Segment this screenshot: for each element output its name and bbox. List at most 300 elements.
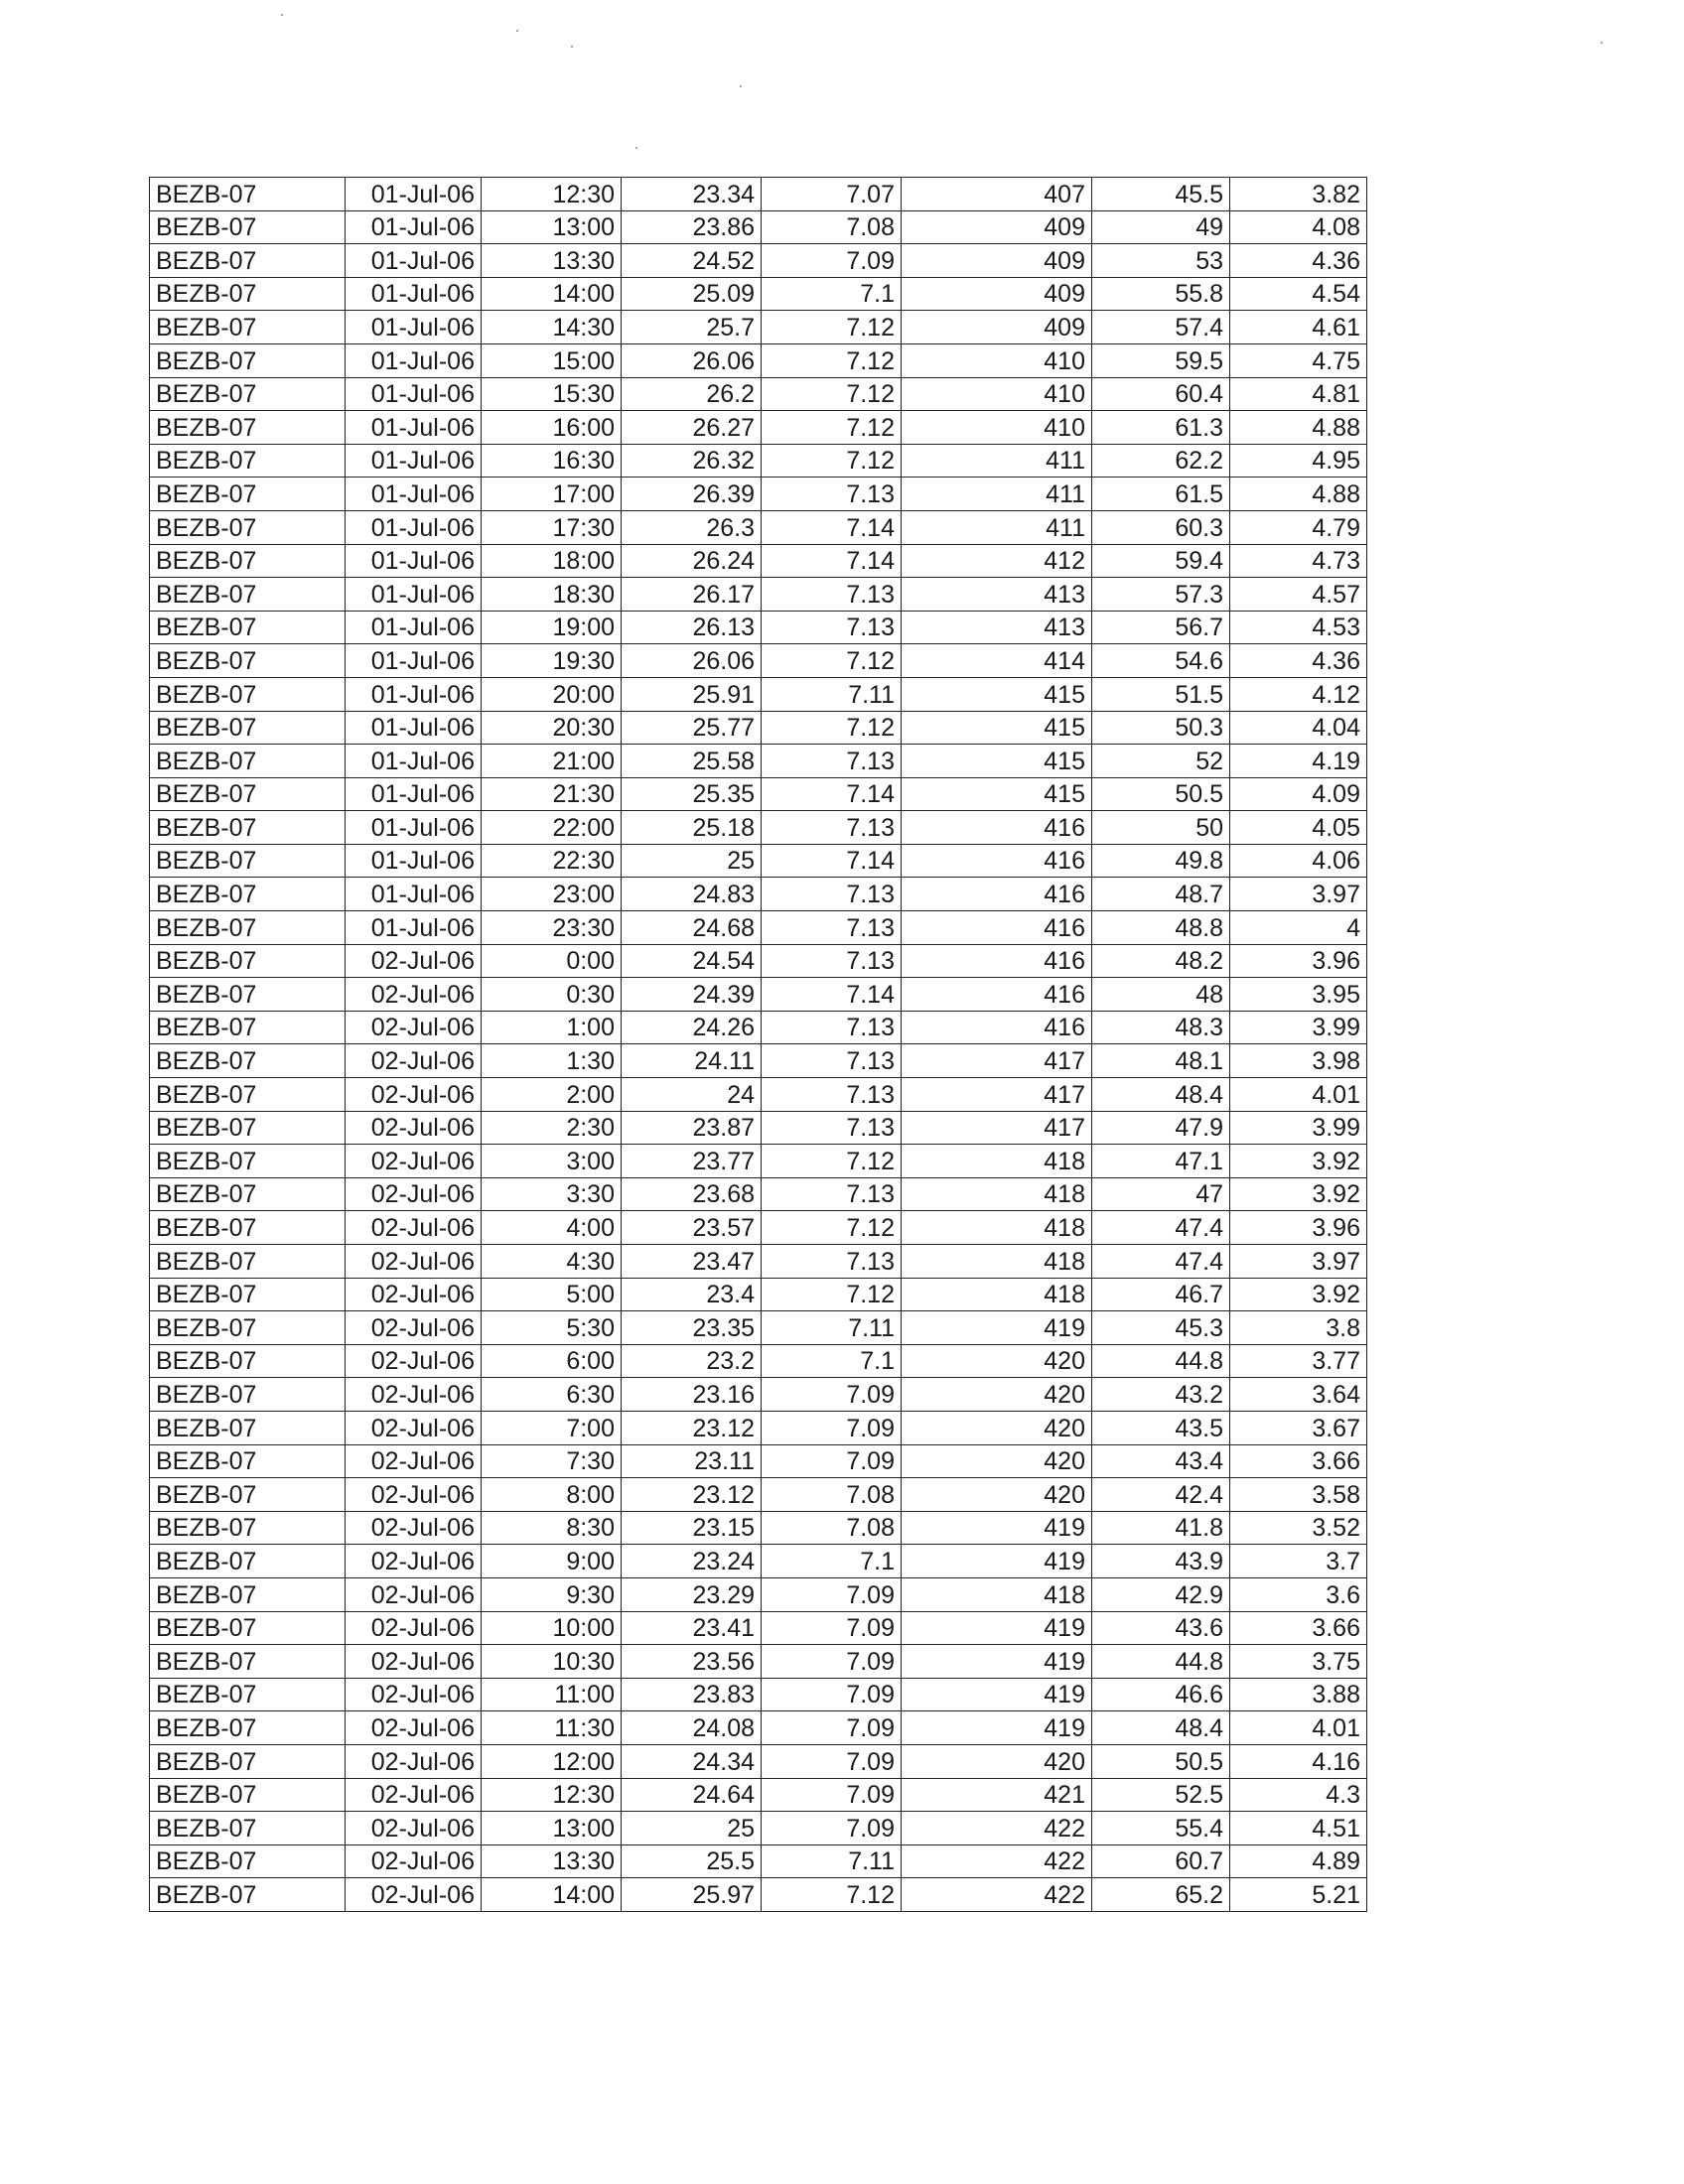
time-cell: 13:30 xyxy=(482,244,622,278)
ph-cell: 7.13 xyxy=(762,1011,902,1044)
date-cell: 02-Jul-06 xyxy=(346,1411,482,1444)
temperature-cell: 26.32 xyxy=(622,444,762,478)
do-concentration-cell: 4.53 xyxy=(1230,611,1367,644)
station-id-cell: BEZB-07 xyxy=(150,277,346,311)
table-row xyxy=(150,277,1367,311)
conductivity-cell: 413 xyxy=(902,578,1092,612)
time-cell: 3:30 xyxy=(482,1177,622,1211)
date-cell: 01-Jul-06 xyxy=(346,677,482,711)
conductivity-cell: 419 xyxy=(902,1545,1092,1578)
time-cell: 16:00 xyxy=(482,411,622,445)
do-saturation-cell: 62.2 xyxy=(1092,444,1230,478)
conductivity-cell: 422 xyxy=(902,1878,1092,1912)
do-concentration-cell: 4.12 xyxy=(1230,677,1367,711)
table-row xyxy=(150,444,1367,478)
date-cell: 02-Jul-06 xyxy=(346,1577,482,1611)
ph-cell: 7.09 xyxy=(762,1444,902,1478)
table-row xyxy=(150,1478,1367,1512)
station-id-cell: BEZB-07 xyxy=(150,377,346,411)
station-id-cell: BEZB-07 xyxy=(150,1844,346,1878)
temperature-cell: 24.39 xyxy=(622,978,762,1012)
do-concentration-cell: 3.98 xyxy=(1230,1044,1367,1078)
time-cell: 9:00 xyxy=(482,1545,622,1578)
time-cell: 22:00 xyxy=(482,811,622,845)
table-row xyxy=(150,1812,1367,1845)
do-concentration-cell: 4.3 xyxy=(1230,1778,1367,1812)
do-concentration-cell: 3.99 xyxy=(1230,1011,1367,1044)
station-id-cell: BEZB-07 xyxy=(150,1478,346,1512)
table-row xyxy=(150,210,1367,244)
time-cell: 20:30 xyxy=(482,711,622,745)
do-concentration-cell: 4.81 xyxy=(1230,377,1367,411)
conductivity-cell: 418 xyxy=(902,1211,1092,1245)
do-saturation-cell: 41.8 xyxy=(1092,1511,1230,1545)
station-id-cell: BEZB-07 xyxy=(150,878,346,911)
conductivity-cell: 416 xyxy=(902,844,1092,878)
date-cell: 01-Jul-06 xyxy=(346,178,482,211)
temperature-cell: 26.13 xyxy=(622,611,762,644)
time-cell: 6:30 xyxy=(482,1378,622,1412)
do-concentration-cell: 4.01 xyxy=(1230,1078,1367,1112)
do-concentration-cell: 4.06 xyxy=(1230,844,1367,878)
conductivity-cell: 417 xyxy=(902,1111,1092,1145)
station-id-cell: BEZB-07 xyxy=(150,611,346,644)
date-cell: 02-Jul-06 xyxy=(346,1778,482,1812)
do-saturation-cell: 52 xyxy=(1092,745,1230,778)
date-cell: 01-Jul-06 xyxy=(346,844,482,878)
do-concentration-cell: 3.97 xyxy=(1230,878,1367,911)
temperature-cell: 25 xyxy=(622,844,762,878)
do-concentration-cell: 4.61 xyxy=(1230,311,1367,344)
conductivity-cell: 412 xyxy=(902,544,1092,578)
conductivity-cell: 422 xyxy=(902,1812,1092,1845)
station-id-cell: BEZB-07 xyxy=(150,411,346,445)
time-cell: 11:00 xyxy=(482,1678,622,1711)
table-row xyxy=(150,510,1367,544)
conductivity-cell: 420 xyxy=(902,1378,1092,1412)
time-cell: 10:00 xyxy=(482,1611,622,1645)
do-saturation-cell: 43.4 xyxy=(1092,1444,1230,1478)
do-concentration-cell: 4.16 xyxy=(1230,1744,1367,1778)
measurement-table xyxy=(149,177,1367,1912)
table-row xyxy=(150,1878,1367,1912)
do-concentration-cell: 3.52 xyxy=(1230,1511,1367,1545)
ph-cell: 7.13 xyxy=(762,1177,902,1211)
do-saturation-cell: 43.5 xyxy=(1092,1411,1230,1444)
conductivity-cell: 420 xyxy=(902,1411,1092,1444)
temperature-cell: 23.47 xyxy=(622,1245,762,1279)
do-saturation-cell: 45.5 xyxy=(1092,178,1230,211)
station-id-cell: BEZB-07 xyxy=(150,1711,346,1745)
station-id-cell: BEZB-07 xyxy=(150,1645,346,1679)
date-cell: 02-Jul-06 xyxy=(346,1478,482,1512)
table-row xyxy=(150,178,1367,211)
do-saturation-cell: 50.5 xyxy=(1092,1744,1230,1778)
table-row xyxy=(150,343,1367,377)
conductivity-cell: 416 xyxy=(902,911,1092,945)
temperature-cell: 23.41 xyxy=(622,1611,762,1645)
do-concentration-cell: 4.79 xyxy=(1230,510,1367,544)
date-cell: 02-Jul-06 xyxy=(346,1344,482,1378)
do-saturation-cell: 48.3 xyxy=(1092,1011,1230,1044)
time-cell: 12:30 xyxy=(482,178,622,211)
time-cell: 1:00 xyxy=(482,1011,622,1044)
table-row xyxy=(150,911,1367,945)
do-concentration-cell: 4.88 xyxy=(1230,478,1367,511)
do-concentration-cell: 3.66 xyxy=(1230,1611,1367,1645)
do-concentration-cell: 3.6 xyxy=(1230,1577,1367,1611)
do-saturation-cell: 47.9 xyxy=(1092,1111,1230,1145)
do-concentration-cell: 3.96 xyxy=(1230,1211,1367,1245)
conductivity-cell: 410 xyxy=(902,377,1092,411)
date-cell: 02-Jul-06 xyxy=(346,1511,482,1545)
date-cell: 02-Jul-06 xyxy=(346,1678,482,1711)
temperature-cell: 23.35 xyxy=(622,1311,762,1345)
temperature-cell: 24.52 xyxy=(622,244,762,278)
do-saturation-cell: 65.2 xyxy=(1092,1878,1230,1912)
do-concentration-cell: 4.89 xyxy=(1230,1844,1367,1878)
temperature-cell: 24.11 xyxy=(622,1044,762,1078)
time-cell: 10:30 xyxy=(482,1645,622,1679)
temperature-cell: 25.09 xyxy=(622,277,762,311)
conductivity-cell: 409 xyxy=(902,277,1092,311)
temperature-cell: 25.18 xyxy=(622,811,762,845)
ph-cell: 7.09 xyxy=(762,1577,902,1611)
time-cell: 0:00 xyxy=(482,944,622,978)
date-cell: 01-Jul-06 xyxy=(346,343,482,377)
do-concentration-cell: 4.09 xyxy=(1230,777,1367,811)
temperature-cell: 23.16 xyxy=(622,1378,762,1412)
ph-cell: 7.13 xyxy=(762,611,902,644)
conductivity-cell: 410 xyxy=(902,343,1092,377)
do-saturation-cell: 49 xyxy=(1092,210,1230,244)
do-saturation-cell: 57.3 xyxy=(1092,578,1230,612)
do-saturation-cell: 47.4 xyxy=(1092,1211,1230,1245)
station-id-cell: BEZB-07 xyxy=(150,1778,346,1812)
do-saturation-cell: 54.6 xyxy=(1092,644,1230,678)
station-id-cell: BEZB-07 xyxy=(150,544,346,578)
time-cell: 11:30 xyxy=(482,1711,622,1745)
station-id-cell: BEZB-07 xyxy=(150,1878,346,1912)
ph-cell: 7.09 xyxy=(762,1812,902,1845)
ph-cell: 7.07 xyxy=(762,178,902,211)
do-saturation-cell: 55.4 xyxy=(1092,1812,1230,1845)
do-concentration-cell: 4.08 xyxy=(1230,210,1367,244)
time-cell: 12:30 xyxy=(482,1778,622,1812)
station-id-cell: BEZB-07 xyxy=(150,1111,346,1145)
date-cell: 01-Jul-06 xyxy=(346,510,482,544)
table-row xyxy=(150,1311,1367,1345)
ph-cell: 7.12 xyxy=(762,311,902,344)
station-id-cell: BEZB-07 xyxy=(150,745,346,778)
ph-cell: 7.11 xyxy=(762,677,902,711)
temperature-cell: 24 xyxy=(622,1078,762,1112)
temperature-cell: 23.29 xyxy=(622,1577,762,1611)
conductivity-cell: 411 xyxy=(902,510,1092,544)
temperature-cell: 26.3 xyxy=(622,510,762,544)
do-concentration-cell: 3.92 xyxy=(1230,1177,1367,1211)
do-saturation-cell: 48.8 xyxy=(1092,911,1230,945)
time-cell: 18:30 xyxy=(482,578,622,612)
time-cell: 3:00 xyxy=(482,1145,622,1178)
station-id-cell: BEZB-07 xyxy=(150,1044,346,1078)
do-saturation-cell: 43.6 xyxy=(1092,1611,1230,1645)
table-row xyxy=(150,311,1367,344)
table-row xyxy=(150,611,1367,644)
station-id-cell: BEZB-07 xyxy=(150,1311,346,1345)
table-row xyxy=(150,1511,1367,1545)
conductivity-cell: 419 xyxy=(902,1645,1092,1679)
conductivity-cell: 415 xyxy=(902,745,1092,778)
ph-cell: 7.14 xyxy=(762,978,902,1012)
temperature-cell: 23.86 xyxy=(622,210,762,244)
do-saturation-cell: 48.2 xyxy=(1092,944,1230,978)
date-cell: 02-Jul-06 xyxy=(346,1378,482,1412)
temperature-cell: 25.58 xyxy=(622,745,762,778)
do-concentration-cell: 3.67 xyxy=(1230,1411,1367,1444)
ph-cell: 7.13 xyxy=(762,578,902,612)
conductivity-cell: 409 xyxy=(902,311,1092,344)
ph-cell: 7.13 xyxy=(762,478,902,511)
station-id-cell: BEZB-07 xyxy=(150,1577,346,1611)
time-cell: 12:00 xyxy=(482,1744,622,1778)
do-concentration-cell: 4.54 xyxy=(1230,277,1367,311)
do-saturation-cell: 46.6 xyxy=(1092,1678,1230,1711)
do-concentration-cell: 4.88 xyxy=(1230,411,1367,445)
station-id-cell: BEZB-07 xyxy=(150,1011,346,1044)
do-concentration-cell: 4.04 xyxy=(1230,711,1367,745)
table-row xyxy=(150,745,1367,778)
temperature-cell: 23.56 xyxy=(622,1645,762,1679)
time-cell: 20:00 xyxy=(482,677,622,711)
time-cell: 15:00 xyxy=(482,343,622,377)
date-cell: 02-Jul-06 xyxy=(346,978,482,1012)
do-concentration-cell: 4.51 xyxy=(1230,1812,1367,1845)
ph-cell: 7.09 xyxy=(762,1378,902,1412)
temperature-cell: 25 xyxy=(622,1812,762,1845)
conductivity-cell: 419 xyxy=(902,1678,1092,1711)
ph-cell: 7.13 xyxy=(762,745,902,778)
ph-cell: 7.14 xyxy=(762,544,902,578)
do-concentration-cell: 3.82 xyxy=(1230,178,1367,211)
temperature-cell: 23.12 xyxy=(622,1478,762,1512)
do-concentration-cell: 4.95 xyxy=(1230,444,1367,478)
do-saturation-cell: 51.5 xyxy=(1092,677,1230,711)
do-saturation-cell: 47.4 xyxy=(1092,1245,1230,1279)
date-cell: 02-Jul-06 xyxy=(346,1177,482,1211)
do-concentration-cell: 3.77 xyxy=(1230,1344,1367,1378)
temperature-cell: 24.54 xyxy=(622,944,762,978)
conductivity-cell: 411 xyxy=(902,478,1092,511)
station-id-cell: BEZB-07 xyxy=(150,1444,346,1478)
date-cell: 02-Jul-06 xyxy=(346,1711,482,1745)
date-cell: 02-Jul-06 xyxy=(346,1545,482,1578)
ph-cell: 7.12 xyxy=(762,711,902,745)
ph-cell: 7.09 xyxy=(762,244,902,278)
temperature-cell: 24.68 xyxy=(622,911,762,945)
ph-cell: 7.08 xyxy=(762,1478,902,1512)
conductivity-cell: 418 xyxy=(902,1177,1092,1211)
do-concentration-cell: 4.73 xyxy=(1230,544,1367,578)
do-concentration-cell: 4.57 xyxy=(1230,578,1367,612)
do-concentration-cell: 3.58 xyxy=(1230,1478,1367,1512)
date-cell: 02-Jul-06 xyxy=(346,1311,482,1345)
station-id-cell: BEZB-07 xyxy=(150,1211,346,1245)
time-cell: 2:00 xyxy=(482,1078,622,1112)
table-row xyxy=(150,1645,1367,1679)
time-cell: 22:30 xyxy=(482,844,622,878)
table-row xyxy=(150,1444,1367,1478)
ph-cell: 7.08 xyxy=(762,210,902,244)
do-saturation-cell: 43.2 xyxy=(1092,1378,1230,1412)
time-cell: 21:30 xyxy=(482,777,622,811)
temperature-cell: 23.57 xyxy=(622,1211,762,1245)
ph-cell: 7.13 xyxy=(762,1078,902,1112)
do-concentration-cell: 3.92 xyxy=(1230,1145,1367,1178)
table-row xyxy=(150,1044,1367,1078)
table-row xyxy=(150,777,1367,811)
do-saturation-cell: 50 xyxy=(1092,811,1230,845)
table-row xyxy=(150,578,1367,612)
table-row xyxy=(150,677,1367,711)
ph-cell: 7.11 xyxy=(762,1844,902,1878)
table-row xyxy=(150,1145,1367,1178)
do-saturation-cell: 61.5 xyxy=(1092,478,1230,511)
conductivity-cell: 414 xyxy=(902,644,1092,678)
date-cell: 01-Jul-06 xyxy=(346,244,482,278)
conductivity-cell: 415 xyxy=(902,677,1092,711)
ph-cell: 7.13 xyxy=(762,911,902,945)
table-row xyxy=(150,844,1367,878)
ph-cell: 7.12 xyxy=(762,377,902,411)
ph-cell: 7.13 xyxy=(762,1044,902,1078)
conductivity-cell: 418 xyxy=(902,1278,1092,1311)
station-id-cell: BEZB-07 xyxy=(150,311,346,344)
do-concentration-cell: 3.88 xyxy=(1230,1678,1367,1711)
table-row xyxy=(150,878,1367,911)
date-cell: 02-Jul-06 xyxy=(346,1211,482,1245)
time-cell: 13:00 xyxy=(482,1812,622,1845)
do-saturation-cell: 43.9 xyxy=(1092,1545,1230,1578)
date-cell: 01-Jul-06 xyxy=(346,611,482,644)
date-cell: 02-Jul-06 xyxy=(346,1878,482,1912)
date-cell: 01-Jul-06 xyxy=(346,444,482,478)
time-cell: 0:30 xyxy=(482,978,622,1012)
do-concentration-cell: 4.05 xyxy=(1230,811,1367,845)
temperature-cell: 26.06 xyxy=(622,644,762,678)
do-saturation-cell: 47 xyxy=(1092,1177,1230,1211)
do-concentration-cell: 4.01 xyxy=(1230,1711,1367,1745)
ph-cell: 7.08 xyxy=(762,1511,902,1545)
conductivity-cell: 420 xyxy=(902,1478,1092,1512)
station-id-cell: BEZB-07 xyxy=(150,210,346,244)
conductivity-cell: 416 xyxy=(902,811,1092,845)
date-cell: 02-Jul-06 xyxy=(346,1111,482,1145)
ph-cell: 7.09 xyxy=(762,1611,902,1645)
table-row xyxy=(150,1011,1367,1044)
ph-cell: 7.12 xyxy=(762,444,902,478)
time-cell: 4:00 xyxy=(482,1211,622,1245)
do-saturation-cell: 42.9 xyxy=(1092,1577,1230,1611)
station-id-cell: BEZB-07 xyxy=(150,1411,346,1444)
date-cell: 02-Jul-06 xyxy=(346,1011,482,1044)
do-saturation-cell: 55.8 xyxy=(1092,277,1230,311)
table-row xyxy=(150,1411,1367,1444)
do-concentration-cell: 3.99 xyxy=(1230,1111,1367,1145)
temperature-cell: 26.06 xyxy=(622,343,762,377)
date-cell: 02-Jul-06 xyxy=(346,1078,482,1112)
ph-cell: 7.09 xyxy=(762,1744,902,1778)
time-cell: 14:00 xyxy=(482,277,622,311)
station-id-cell: BEZB-07 xyxy=(150,1245,346,1279)
station-id-cell: BEZB-07 xyxy=(150,1678,346,1711)
station-id-cell: BEZB-07 xyxy=(150,1812,346,1845)
do-saturation-cell: 60.3 xyxy=(1092,510,1230,544)
date-cell: 02-Jul-06 xyxy=(346,1044,482,1078)
temperature-cell: 25.97 xyxy=(622,1878,762,1912)
table-row xyxy=(150,1778,1367,1812)
do-saturation-cell: 42.4 xyxy=(1092,1478,1230,1512)
do-concentration-cell: 4.19 xyxy=(1230,745,1367,778)
station-id-cell: BEZB-07 xyxy=(150,644,346,678)
do-concentration-cell: 5.21 xyxy=(1230,1878,1367,1912)
conductivity-cell: 419 xyxy=(902,1711,1092,1745)
conductivity-cell: 420 xyxy=(902,1344,1092,1378)
do-saturation-cell: 50.5 xyxy=(1092,777,1230,811)
table-row xyxy=(150,1278,1367,1311)
temperature-cell: 23.77 xyxy=(622,1145,762,1178)
time-cell: 9:30 xyxy=(482,1577,622,1611)
temperature-cell: 24.64 xyxy=(622,1778,762,1812)
time-cell: 5:30 xyxy=(482,1311,622,1345)
do-saturation-cell: 49.8 xyxy=(1092,844,1230,878)
date-cell: 02-Jul-06 xyxy=(346,1611,482,1645)
do-saturation-cell: 53 xyxy=(1092,244,1230,278)
ph-cell: 7.13 xyxy=(762,1111,902,1145)
time-cell: 8:00 xyxy=(482,1478,622,1512)
ph-cell: 7.09 xyxy=(762,1678,902,1711)
table-row xyxy=(150,1211,1367,1245)
temperature-cell: 25.77 xyxy=(622,711,762,745)
time-cell: 23:30 xyxy=(482,911,622,945)
ph-cell: 7.13 xyxy=(762,1245,902,1279)
do-saturation-cell: 60.7 xyxy=(1092,1844,1230,1878)
station-id-cell: BEZB-07 xyxy=(150,343,346,377)
station-id-cell: BEZB-07 xyxy=(150,1145,346,1178)
conductivity-cell: 416 xyxy=(902,1011,1092,1044)
time-cell: 8:30 xyxy=(482,1511,622,1545)
conductivity-cell: 407 xyxy=(902,178,1092,211)
conductivity-cell: 420 xyxy=(902,1744,1092,1778)
date-cell: 01-Jul-06 xyxy=(346,711,482,745)
ph-cell: 7.1 xyxy=(762,1545,902,1578)
temperature-cell: 24.08 xyxy=(622,1711,762,1745)
do-concentration-cell: 3.66 xyxy=(1230,1444,1367,1478)
temperature-cell: 23.12 xyxy=(622,1411,762,1444)
temperature-cell: 24.83 xyxy=(622,878,762,911)
temperature-cell: 26.2 xyxy=(622,377,762,411)
date-cell: 01-Jul-06 xyxy=(346,578,482,612)
scan-speck xyxy=(516,30,518,32)
conductivity-cell: 422 xyxy=(902,1844,1092,1878)
conductivity-cell: 415 xyxy=(902,711,1092,745)
date-cell: 02-Jul-06 xyxy=(346,1245,482,1279)
date-cell: 01-Jul-06 xyxy=(346,644,482,678)
station-id-cell: BEZB-07 xyxy=(150,711,346,745)
table-row xyxy=(150,1711,1367,1745)
conductivity-cell: 410 xyxy=(902,411,1092,445)
time-cell: 16:30 xyxy=(482,444,622,478)
